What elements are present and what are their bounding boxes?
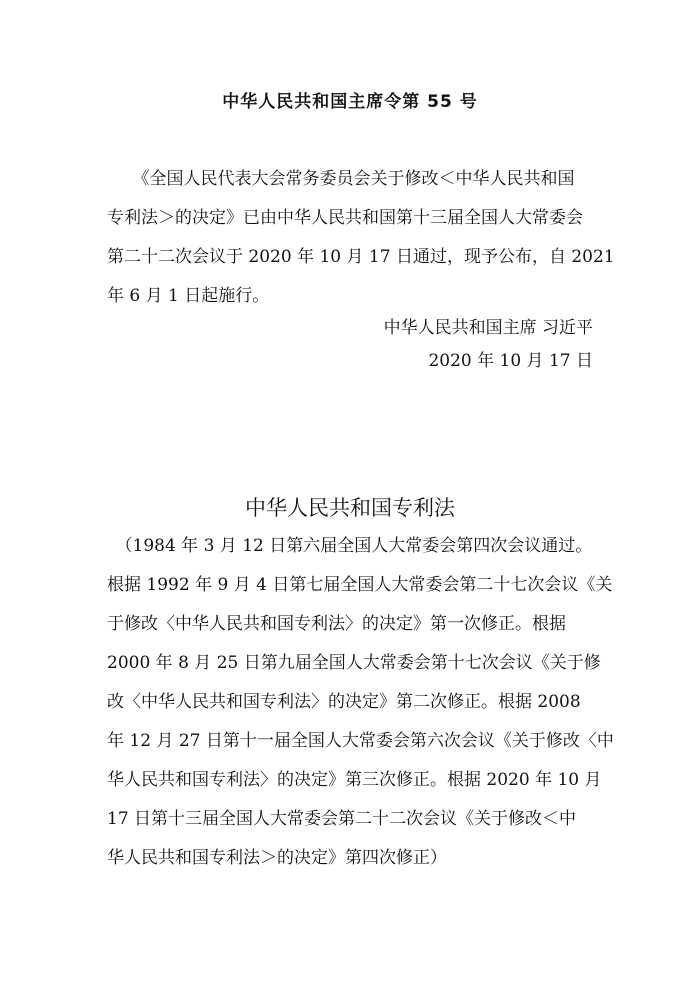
law-history-paragraph: [107, 527, 614, 878]
decree-paragraph: [107, 160, 615, 316]
history-line: 根据 1992 年 9 月 4 日第七届全国人大常委会第二十七次会议《关: [107, 575, 613, 595]
law-title: 中华人民共和国专利法: [245, 496, 455, 520]
history-line: 年 12 月 27 日第十一届全国人大常委会第六次会议《关于修改〈中: [107, 731, 614, 751]
history-line: 2000 年 8 月 25 日第九届全国人大常委会第十七次会议《关于修: [107, 653, 601, 673]
history-line: 华人民共和国专利法＞的决定》第四次修正）: [107, 848, 447, 868]
history-line: 于修改〈中华人民共和国专利法〉的决定》第一次修正。根据: [107, 614, 566, 634]
decree-line: 《全国人民代表大会常务委员会关于修改＜中华人民共和国: [107, 169, 575, 189]
history-line: （1984 年 3 月 12 日第六届全国人大常委会第四次会议通过。: [107, 536, 593, 556]
decree-line: 第二十二次会议于 2020 年 10 月 17 日通过，现予公布，自 2021: [107, 247, 615, 267]
history-line: 华人民共和国专利法〉的决定》第三次修正。根据 2020 年 10 月: [107, 770, 602, 790]
signatory: 中华人民共和国主席 习近平: [383, 318, 593, 338]
signature-date: 2020 年 10 月 17 日: [428, 351, 593, 371]
decree-line: 专利法＞的决定》已由中华人民共和国第十三届全国人大常委会: [107, 208, 583, 228]
history-line: 改〈中华人民共和国专利法〉的决定》第二次修正。根据 2008: [107, 692, 581, 712]
history-line: 17 日第十三届全国人大常委会第二十二次会议《关于修改＜中: [107, 809, 577, 829]
decree-line: 年 6 月 1 日起施行。: [107, 286, 270, 306]
order-title: 中华人民共和国主席令第 55 号: [222, 92, 478, 112]
